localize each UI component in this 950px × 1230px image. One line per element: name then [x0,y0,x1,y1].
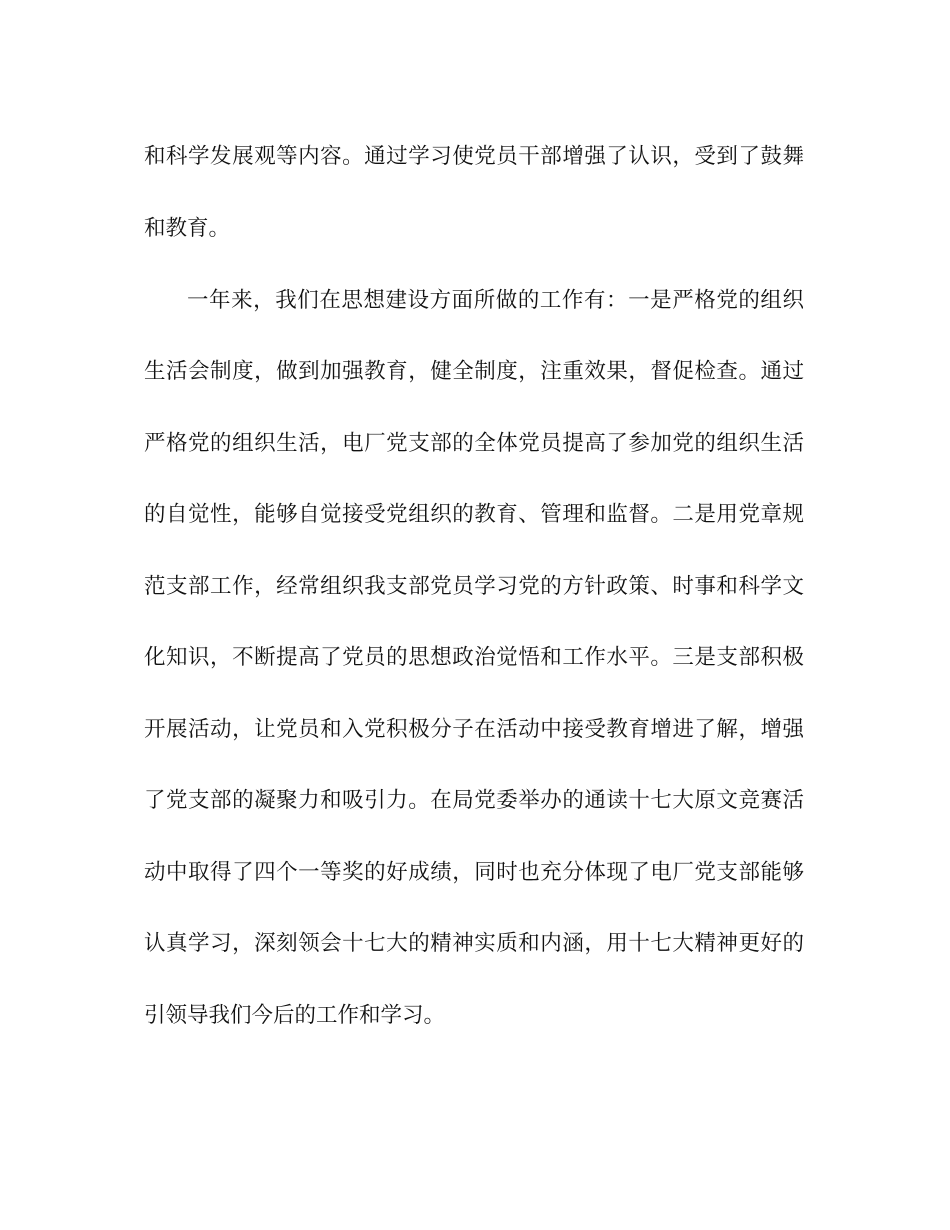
paragraph-line: 和科学发展观等内容。通过学习使党员干部增强了认识，受到了鼓舞 [144,144,804,169]
paragraph-line: 严格党的组织生活，电厂党支部的全体党员提高了参加党的组织生活 [144,431,804,456]
paragraph-line: 和教育。 [144,216,231,241]
paragraph-line: 了党支部的凝聚力和吸引力。在局党委举办的通读十七大原文竞赛活 [144,788,804,813]
paragraph-line: 认真学习，深刻领会十七大的精神实质和内涵，用十七大精神更好的 [144,931,804,956]
paragraph-line: 动中取得了四个一等奖的好成绩，同时也充分体现了电厂党支部能够 [144,860,804,885]
paragraph-line: 引领导我们今后的工作和学习。 [144,1003,446,1028]
paragraph-line: 开展活动，让党员和入党积极分子在活动中接受教育增进了解，增强 [144,717,804,742]
paragraph-line: 的自觉性，能够自觉接受党组织的教育、管理和监督。二是用党章规 [144,502,804,527]
paragraph-line: 化知识，不断提高了党员的思想政治觉悟和工作水平。三是支部积极 [144,645,804,670]
paragraph-line: 一年来，我们在思想建设方面所做的工作有：一是严格党的组织 [187,288,804,313]
paragraph-line: 生活会制度，做到加强教育，健全制度，注重效果，督促检查。通过 [144,359,804,384]
paragraph-line: 范支部工作，经常组织我支部党员学习党的方针政策、时事和科学文 [144,574,804,599]
